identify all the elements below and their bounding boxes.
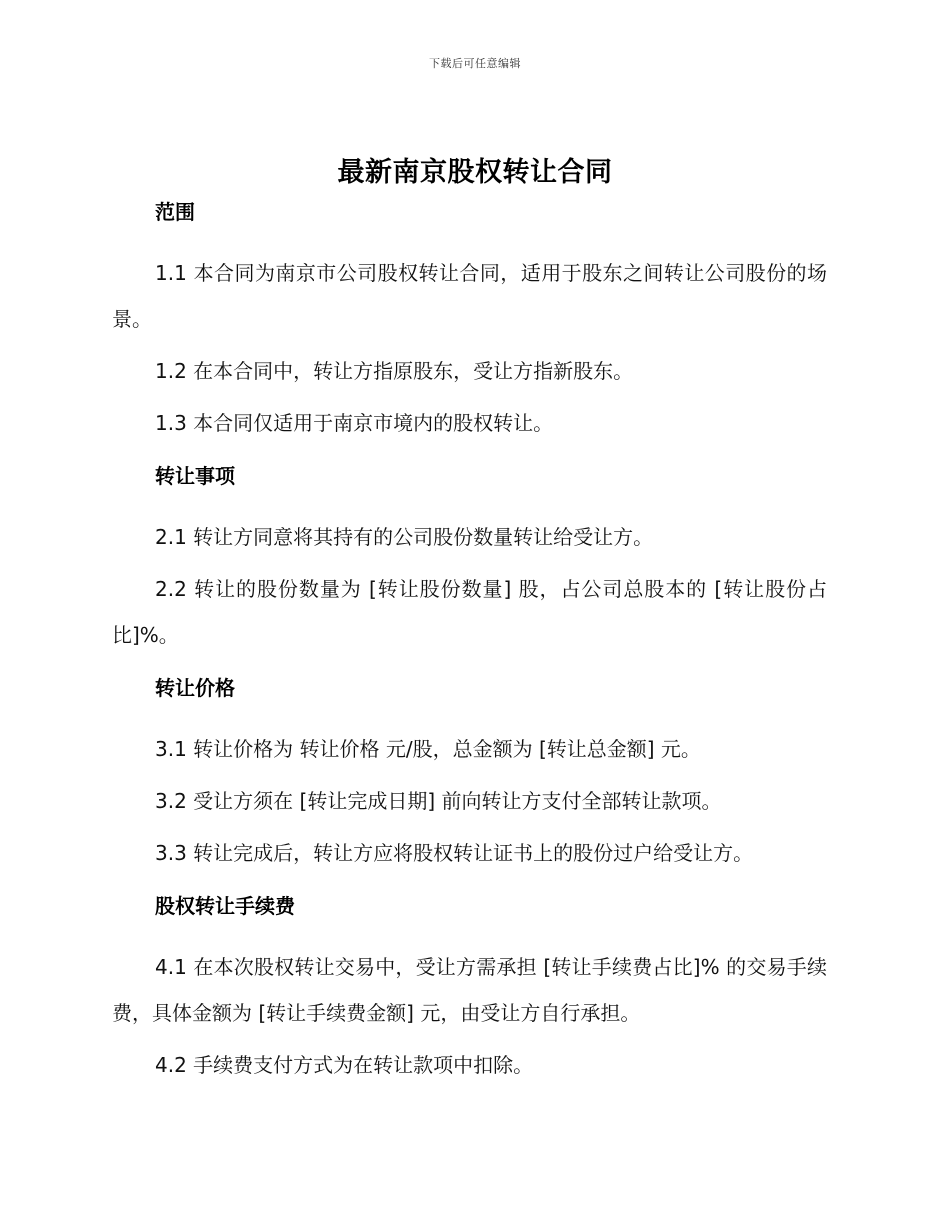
section-heading: 转让事项 <box>155 464 235 488</box>
clause-1-1: 1.1 本合同为南京市公司股权转让合同，适用于股东之间转让公司股份的场景。 <box>112 261 827 331</box>
clause-1-3: 1.3 本合同仅适用于南京市境内的股权转让。 <box>155 411 554 435</box>
clause-3-1: 3.1 转让价格为 转让价格 元/股，总金额为 [转让总金额] 元。 <box>155 737 701 761</box>
document-body <box>112 196 827 1088</box>
clause-3-3: 3.3 转让完成后，转让方应将股权转让证书上的股份过户给受让方。 <box>155 841 754 865</box>
clause-1-2: 1.2 在本合同中，转让方指原股东，受让方指新股东。 <box>155 359 634 383</box>
clause-4-2: 4.2 手续费支付方式为在转让款项中扣除。 <box>155 1053 534 1077</box>
section-heading: 转让价格 <box>155 676 235 700</box>
section-heading: 股权转让手续费 <box>155 894 295 918</box>
section-transfer-price <box>112 672 827 876</box>
section-scope <box>112 196 827 446</box>
clause-4-1: 4.1 在本次股权转让交易中，受让方需承担 [转让手续费占比]% 的交易手续费，具体金额为 [转让手续费金额] 元，由受让方自行承担。 <box>112 955 827 1025</box>
section-transfer-fee <box>112 890 827 1088</box>
section-transfer-matters <box>112 460 827 658</box>
header-note: 下载后可任意编辑 <box>429 57 521 70</box>
clause-2-2: 2.2 转让的股份数量为 [转让股份数量] 股，占公司总股本的 [转让股份占比]%。 <box>112 577 827 647</box>
document-title: 最新南京股权转让合同 <box>337 157 613 188</box>
section-heading: 范围 <box>155 200 195 224</box>
clause-2-1: 2.1 转让方同意将其持有的公司股份数量转让给受让方。 <box>155 525 654 549</box>
clause-3-2: 3.2 受让方须在 [转让完成日期] 前向转让方支付全部转让款项。 <box>155 789 722 813</box>
